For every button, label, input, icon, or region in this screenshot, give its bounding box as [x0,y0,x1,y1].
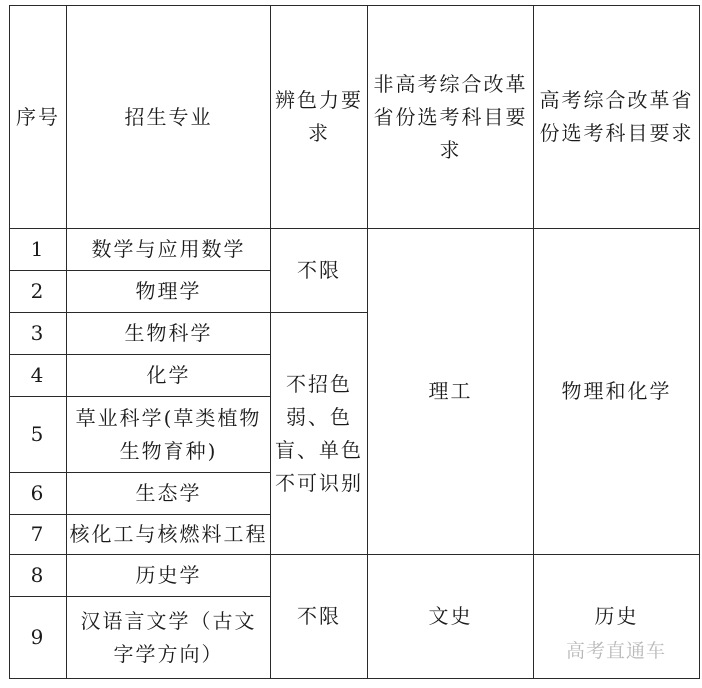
row-number: 4 [10,355,67,397]
major-name [67,397,271,473]
color-vision-requirement [271,313,368,555]
row-number: 6 [10,473,67,515]
row-number: 3 [10,313,67,355]
header-color-vision [271,6,368,229]
watermark: 高考直通车 [566,640,667,662]
major-name: 历史学 [67,555,271,597]
row-number: 7 [10,515,67,555]
major-name: 物理学 [67,271,271,313]
header-major [67,6,271,229]
major-name: 核化工与核燃料工程 [67,515,271,555]
row-number: 1 [10,229,67,271]
non-reform-requirement: 文史 [368,555,534,679]
table-row [10,229,700,271]
header-non-reform-subjects [368,6,534,229]
header-reform-label: 高考综合改革省份选考科目要求 [539,88,694,145]
major-name [67,597,271,679]
non-reform-requirement: 理工 [368,229,534,555]
major-name: 生物科学 [67,313,271,355]
admission-table [9,5,700,679]
row-number: 9 [10,597,67,679]
color-vision-requirement: 不限 [271,555,368,679]
table-header-row [10,6,700,229]
major-name: 生态学 [67,473,271,515]
header-non-reform-label: 非高考综合改革省份选考科目要求 [373,71,528,162]
row-number: 8 [10,555,67,597]
header-major-label: 招生专业 [124,104,213,129]
major-name-text: 汉语言文学（古文字学方向） [80,608,257,666]
major-name: 化学 [67,355,271,397]
major-name: 数学与应用数学 [67,229,271,271]
major-name-text: 草业科学(草类植物生物育种) [75,405,262,463]
header-serial-no-label: 序号 [16,104,60,129]
row-number: 2 [10,271,67,313]
row-number: 5 [10,397,67,473]
reform-requirement: 物理和化学 [534,229,700,555]
header-reform-subjects [534,6,700,229]
header-color-vision-label: 辨色力要求 [275,88,363,145]
header-serial-no [10,6,67,229]
color-vision-requirement: 不限 [271,229,368,313]
color-vision-restriction-text: 不招色弱、色盲、单色不可识别 [275,371,363,495]
reform-requirement: 历史 [534,555,700,679]
table-row [10,555,700,597]
